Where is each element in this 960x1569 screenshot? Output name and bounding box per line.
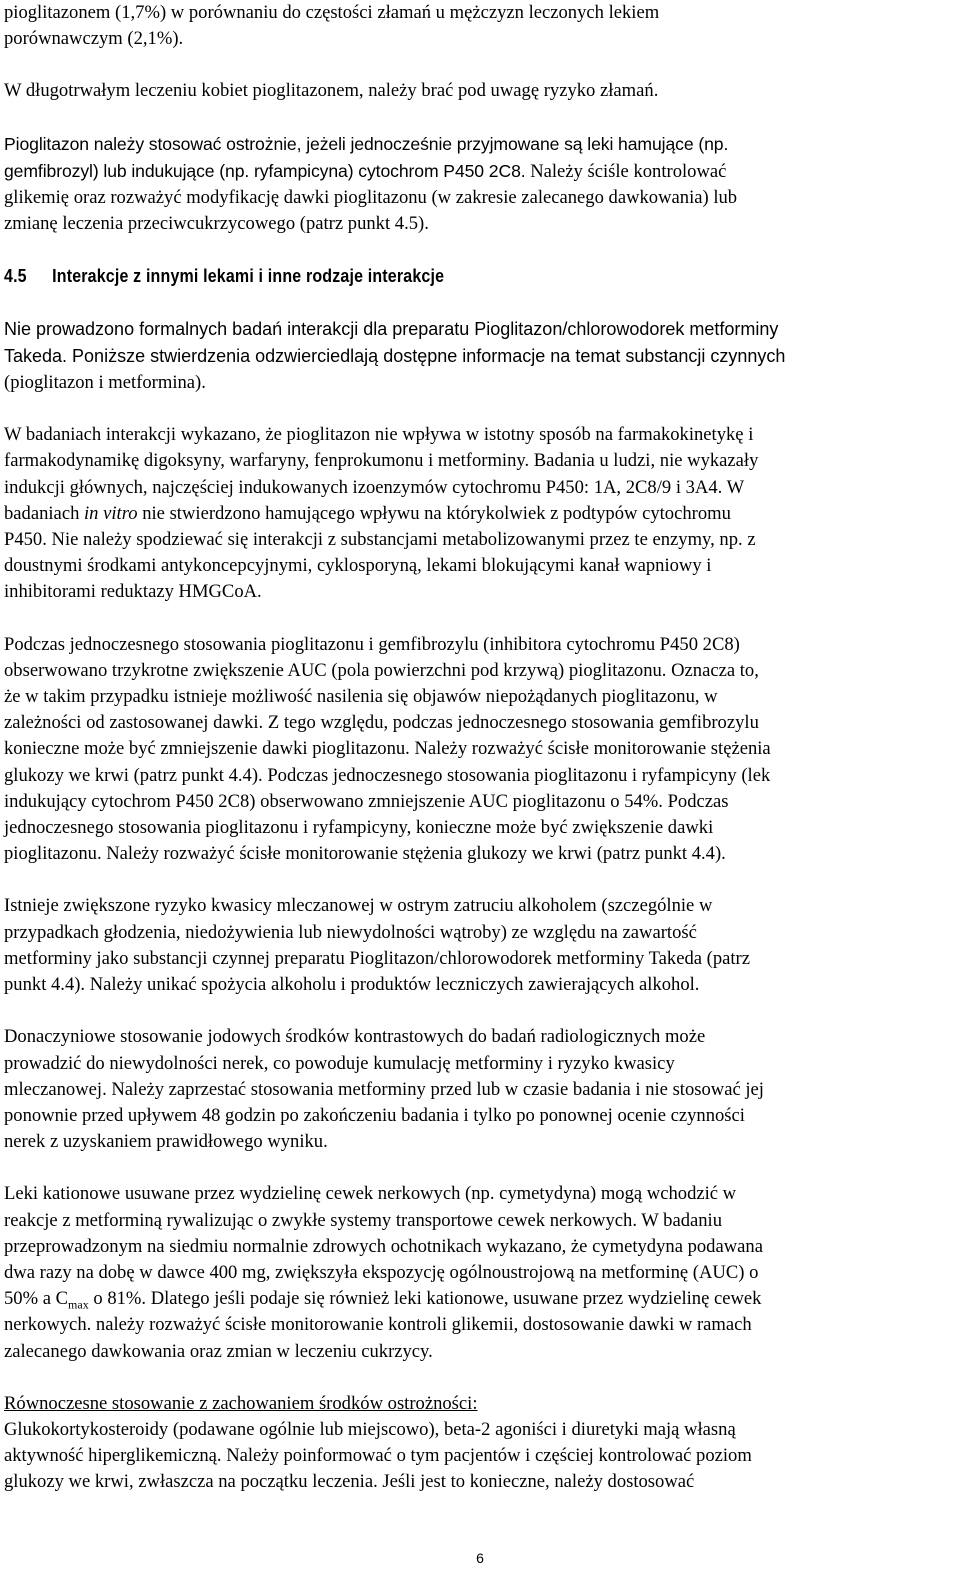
text-line: badaniach bbox=[4, 502, 85, 524]
paragraph-contrast-agents bbox=[4, 1024, 954, 1155]
text-line: inhibitorami reduktazy HMGCoA. bbox=[4, 581, 262, 603]
text-line: konieczne może być zmniejszenie dawki pioglitazonu. Należy rozważyć ścisłe monitorowanie stężenia bbox=[4, 738, 771, 760]
text-line: pioglitazonu. Należy rozważyć ścisłe monitorowanie stężenia glukozy we krwi (patrz punkt 4.4). bbox=[4, 843, 726, 865]
text-line: Należy ściśle kontrolować bbox=[525, 160, 727, 182]
paragraph-interaction-studies bbox=[4, 422, 954, 605]
text-line: obserwowano trzykrotne zwiększenie AUC (pola powierzchni pod krzywą) pioglitazonu. Oznacza to, bbox=[4, 659, 759, 681]
text-line: przeprowadzonym na siedmiu normalnie zdrowych ochotnikach wykazano, że cymetydyna podawana bbox=[4, 1235, 763, 1257]
text-line: reakcje z metforminą rywalizując o zwykłe systemy transportowe cewek nerkowych. W badaniu bbox=[4, 1209, 723, 1231]
paragraph-no-formal-studies bbox=[4, 316, 954, 397]
text-line: 50% a C bbox=[4, 1288, 69, 1310]
text-line: jednoczesnego stosowania pioglitazonu i ryfampicyny, konieczne może być zwiększenie dawki bbox=[4, 817, 714, 839]
text-line: że w takim przypadku istnieje możliwość nasilenia się objawów niepożądanych pioglitazonu, w bbox=[4, 686, 718, 708]
cmax-subscript: max bbox=[68, 1297, 89, 1312]
text-line: P450. Nie należy spodziewać się interakcji z substancjami metabolizowanymi przez te enzymy, np. z bbox=[4, 529, 756, 551]
text-line: o 81%. Dlatego jeśli podaje się również leki kationowe, usuwane przez wydzielinę cewek bbox=[88, 1288, 762, 1310]
text-line: metforminy jako substancji czynnej preparatu Pioglitazon/chlorowodorek metforminy Takeda (patrz bbox=[4, 947, 751, 969]
text-line: pioglitazonem (1,7%) w porównaniu do częstości złamań u mężczyzn leczonych lekiem bbox=[4, 2, 660, 23]
text-line: W długotrwałym leczeniu kobiet pioglitazonem, należy brać pod uwagę ryzyko złamań. bbox=[4, 80, 659, 102]
section-number: 4.5 bbox=[4, 265, 27, 287]
text-line: prowadzić do niewydolności nerek, co powoduje kumulację metforminy i ryzyko kwasicy bbox=[4, 1052, 675, 1074]
in-vitro-italic: in vitro bbox=[84, 502, 138, 524]
text-line: dwa razy na dobę w dawce 400 mg, zwiększyła ekspozycję ogólnoustrojową na metforminę (AUC) o bbox=[4, 1261, 759, 1283]
text-line: ponownie przed upływem 48 godzin po zakończeniu badania i tylko po ponownej ocenie czynności bbox=[4, 1104, 745, 1126]
text-line: glukozy we krwi, zwłaszcza na początku leczenia. Jeśli jest to konieczne, należy dostosować bbox=[4, 1471, 695, 1493]
document-page bbox=[4, 0, 954, 1496]
text-line: indukcji głównych, najczęściej indukowanych izoenzymów cytochromu P450: 1A, 2C8/9 i 3A4. W bbox=[4, 476, 745, 498]
text-line: indukujący cytochrom P450 2C8) obserwowano zmniejszenie AUC pioglitazonu o 54%. Podczas bbox=[4, 790, 729, 812]
paragraph-fracture-rates bbox=[4, 0, 954, 52]
paragraph-gemfibrozil-rifampicin bbox=[4, 632, 954, 868]
paragraph-cationic-drugs bbox=[4, 1181, 954, 1364]
paragraph-alcohol bbox=[4, 893, 954, 998]
paragraph-long-term-women bbox=[4, 78, 954, 104]
precautions-heading: Równoczesne stosowanie z zachowaniem środków ostrożności: bbox=[4, 1392, 478, 1414]
text-line: zalecanego dawkowania oraz zmian w leczeniu cukrzycy. bbox=[4, 1340, 433, 1362]
text-line: mleczanowej. Należy zaprzestać stosowania metforminy przed lub w czasie badania i nie stosować jej bbox=[4, 1078, 764, 1100]
page-number: 6 bbox=[476, 1550, 484, 1566]
text-line: porównawczym (2,1%). bbox=[4, 28, 184, 50]
text-line: nerek z uzyskaniem prawidłowego wyniku. bbox=[4, 1131, 328, 1153]
text-line: Takeda. Poniższe stwierdzenia odzwierciedlają dostępne informacje na temat substancji czynnych bbox=[4, 345, 786, 366]
text-line: Nie prowadzono formalnych badań interakcji dla preparatu Pioglitazon/chlorowodorek metforminy bbox=[4, 318, 779, 339]
text-line: Pioglitazon należy stosować ostrożnie, jeżeli jednocześnie przyjmowane są leki hamujące (np. bbox=[4, 133, 729, 154]
text-line: (pioglitazon i metformina). bbox=[4, 372, 206, 394]
text-line: gemfibrozyl) lub indukujące (np. ryfampicyna) cytochrom P450 2C8. bbox=[4, 160, 526, 181]
text-line: glikemię oraz rozważyć modyfikację dawki pioglitazonu (w zakresie zalecanego dawkowania) lub bbox=[4, 187, 738, 209]
section-heading bbox=[4, 263, 821, 289]
text-line: W badaniach interakcji wykazano, że pioglitazon nie wpływa w istotny sposób na farmakokinetykę i bbox=[4, 424, 754, 446]
text-line: doustnymi środkami antykoncepcyjnymi, cyklosporyną, lekami blokującymi kanał wapniowy i bbox=[4, 555, 712, 577]
text-line: Glukokortykosteroidy (podawane ogólnie lub miejscowo), beta-2 agoniści i diuretyki mają własną bbox=[4, 1418, 736, 1440]
text-line: punkt 4.4). Należy unikać spożycia alkoholu i produktów leczniczych zawierających alkohol. bbox=[4, 974, 700, 996]
text-line: nerkowych. należy rozważyć ścisłe monitorowanie kontroli glikemii, dostosowanie dawki w ramach bbox=[4, 1314, 752, 1336]
text-line: zmianę leczenia przeciwcukrzycowego (patrz punkt 4.5). bbox=[4, 213, 429, 235]
text-line: Leki kationowe usuwane przez wydzielinę cewek nerkowych (np. cymetydyna) mogą wchodzić w bbox=[4, 1183, 737, 1205]
text-line: glukozy we krwi (patrz punkt 4.4). Podczas jednoczesnego stosowania pioglitazonu i ryfampicyny (lek bbox=[4, 764, 771, 786]
text-line: zależności od zastosowanej dawki. Z tego względu, podczas jednoczesnego stosowania gemfibrozylu bbox=[4, 712, 759, 734]
paragraph-precautions bbox=[4, 1391, 954, 1496]
text-line: farmakodynamikę digoksyny, warfaryny, fenprokumonu i metforminy. Badania u ludzi, nie wykazały bbox=[4, 450, 759, 472]
text-line: Istnieje zwiększone ryzyko kwasicy mleczanowej w ostrym zatruciu alkoholem (szczególnie w bbox=[4, 895, 713, 917]
text-line: Podczas jednoczesnego stosowania pioglitazonu i gemfibrozylu (inhibitora cytochromu P450 2C8) bbox=[4, 633, 740, 655]
text-line: aktywność hiperglikemiczną. Należy poinformować o tym pacjentów i częściej kontrolować poziom bbox=[4, 1445, 752, 1467]
section-title: Interakcje z innymi lekami i inne rodzaje interakcje bbox=[52, 265, 445, 287]
text-line: przypadkach głodzenia, niedożywienia lub niewydolności wątroby) ze względu na zawartość bbox=[4, 921, 697, 943]
paragraph-cyp2c8-caution bbox=[4, 131, 954, 238]
text-line: nie stwierdzono hamującego wpływu na którykolwiek z podtypów cytochromu bbox=[137, 502, 731, 524]
text-line: Donaczyniowe stosowanie jodowych środków kontrastowych do badań radiologicznych może bbox=[4, 1026, 706, 1048]
